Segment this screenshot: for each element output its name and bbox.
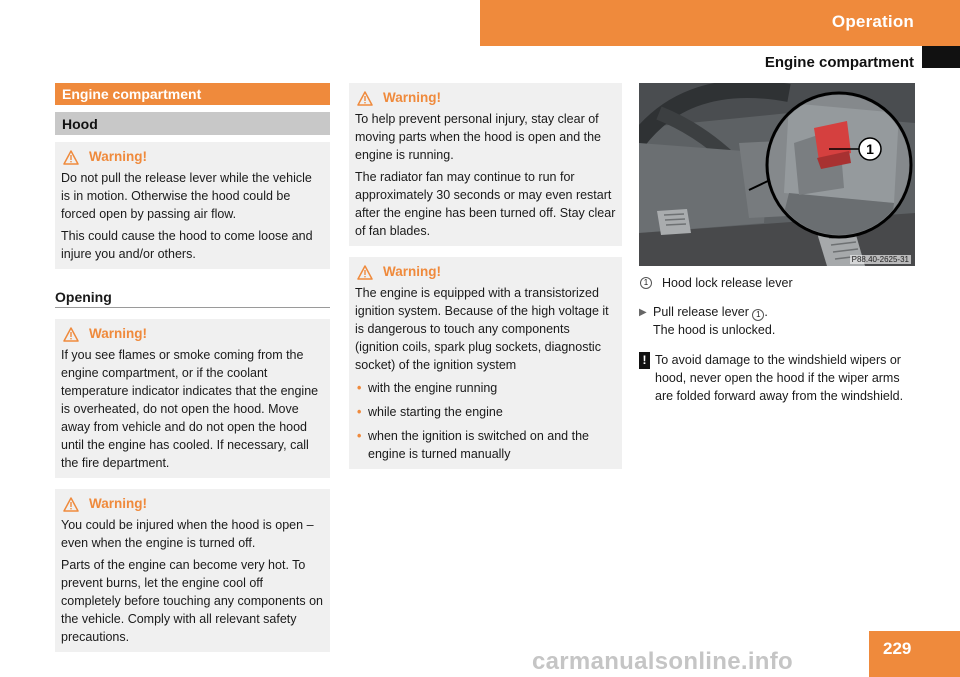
column-left (55, 83, 330, 652)
warning-text: This could cause the hood to come loose and injure you and/or others. (61, 229, 313, 261)
header-section-title: Operation (831, 12, 914, 31)
header-marker-block (922, 46, 960, 68)
page-number: 229 (883, 639, 912, 658)
warning-title: Warning! (383, 264, 441, 279)
warning-text: If you see flames or smoke coming from the engine compartment, or if the coolant temperature indicator indicates that the engine is overheated, do not open the hood. Move away from vehicle and do not open the hood until the engine has cooled. If necessary, call the fire department. (61, 348, 319, 470)
column-right (639, 83, 915, 405)
instruction-step (639, 303, 915, 339)
warning-text: Parts of the engine can become very hot. To prevent burns, let the engine cool off completely before touching any components on the vehicle. Comply with all relevant safety precautions. (61, 558, 323, 644)
warning-box-flames-smoke (55, 319, 330, 478)
watermark-text: carmanualsonline.info (532, 648, 794, 675)
warning-title: Warning! (89, 149, 147, 164)
step-arrow-icon: ▶ (639, 307, 647, 318)
warning-triangle-icon (357, 265, 373, 280)
header-subsection-title: Engine compartment (764, 54, 914, 71)
warning-triangle-icon (63, 497, 79, 512)
warning-header (61, 146, 324, 168)
bullet-item: • when the ignition is switched on and the engine is turned manually (357, 429, 589, 461)
warning-text: To help prevent personal injury, stay clear of moving parts when the hood is open and the engine is running. (355, 112, 602, 162)
warning-text: The engine is equipped with a transistorized ignition system. Because of the high voltage it is dangerous to touch any components (ignition coils, spark plug sockets, diagnostic socket) of the ignition system (355, 286, 609, 372)
damage-note (639, 351, 915, 405)
opening-heading: Opening (55, 289, 330, 308)
bullet-dot-icon: • (357, 381, 362, 395)
step-result: The hood is unlocked. (653, 323, 776, 337)
photo-caption (639, 274, 915, 292)
bullet-dot-icon: • (357, 405, 362, 419)
warning-box-ignition (349, 257, 622, 469)
exclamation-icon: ! (639, 352, 650, 369)
warning-text: Do not pull the release lever while the vehicle is in motion. Otherwise the hood could be forced open by passing air flow. (61, 171, 312, 221)
warning-header (61, 493, 324, 515)
warning-box-release-lever (55, 142, 330, 269)
step-content: Pull release lever 1 . The hood is unlocked. (653, 305, 776, 337)
page-number-tab (869, 631, 960, 677)
warning-header (355, 261, 616, 283)
header-section-tab (480, 0, 960, 46)
warning-box-hot-engine (55, 489, 330, 652)
hood-release-illustration (639, 83, 915, 266)
warning-header (355, 87, 616, 109)
warning-text: You could be injured when the hood is open – even when the engine is turned off. (61, 518, 314, 550)
warning-text: The radiator fan may continue to run for approximately 30 seconds or may even restart after the engine has been turned off. Stay clear of fan blades. (355, 170, 616, 238)
warning-triangle-icon (63, 327, 79, 342)
caption-text: Hood lock release lever (662, 276, 793, 290)
warning-triangle-icon (63, 150, 79, 165)
hood-release-photo (639, 83, 915, 266)
step-text: Pull release lever (653, 305, 749, 319)
warning-header (61, 323, 324, 345)
section-title: Engine compartment (55, 83, 330, 105)
warning-title: Warning! (89, 496, 147, 511)
warning-title: Warning! (383, 90, 441, 105)
warning-title: Warning! (89, 326, 147, 341)
step-ref-badge: 1 (752, 309, 764, 321)
warning-box-moving-parts (349, 83, 622, 246)
note-text: To avoid damage to the windshield wipers or hood, never open the hood if the wiper arms are folded forward away from the windshield. (655, 353, 904, 403)
bullet-item: • while starting the engine (357, 405, 503, 419)
photo-callout-number: 1 (866, 141, 874, 157)
bullet-item: • with the engine running (357, 381, 498, 395)
bullet-dot-icon: • (357, 429, 362, 443)
subsection-title: Hood (55, 112, 330, 135)
photo-reference-code: P88.40-2625-31 (851, 255, 909, 264)
callout-number-badge: 1 (640, 277, 652, 289)
warning-bullet-list (355, 379, 616, 463)
column-middle (349, 83, 622, 469)
warning-triangle-icon (357, 91, 373, 106)
